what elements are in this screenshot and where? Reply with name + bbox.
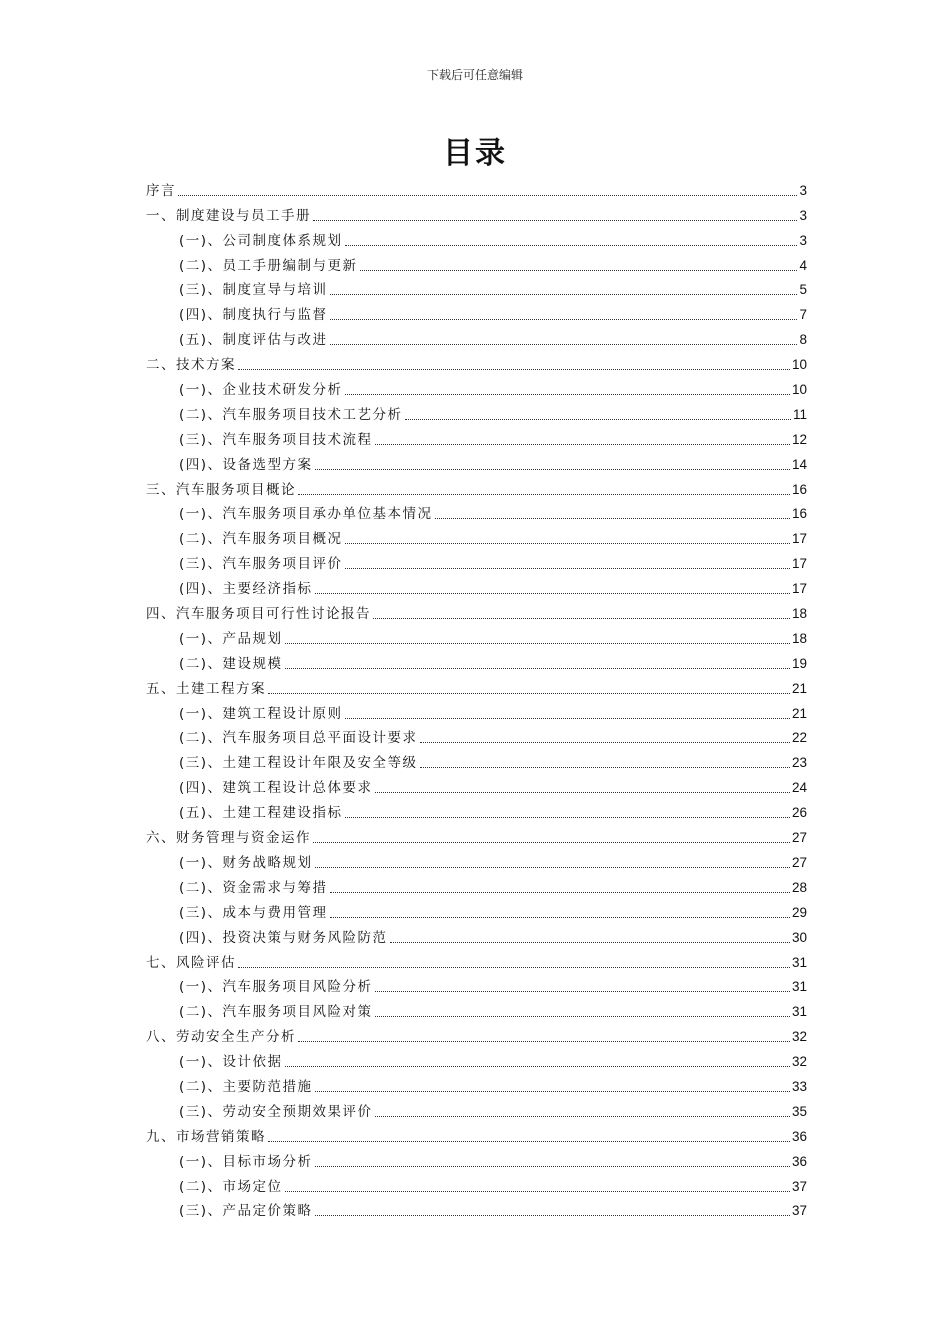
toc-entry-page-number: 14 (791, 456, 807, 472)
dot-leader (390, 942, 790, 943)
dot-leader (315, 867, 790, 868)
toc-entry-page-number: 10 (791, 357, 807, 373)
toc-entry-label: (五)、制度评估与改进 (179, 332, 328, 349)
toc-entry[interactable] (146, 250, 807, 275)
toc-entry-page-number: 23 (791, 755, 807, 771)
toc-entry-label: (五)、土建工程建设指标 (179, 805, 343, 822)
toc-entry-page-number: 30 (791, 929, 807, 945)
toc-entry[interactable] (146, 772, 807, 797)
toc-entry-page-number: 17 (791, 581, 807, 597)
toc-entry[interactable] (146, 1071, 807, 1096)
toc-entry-label: (二)、汽车服务项目总平面设计要求 (179, 730, 418, 747)
toc-entry-label: (一)、产品规划 (179, 630, 283, 647)
toc-entry-page-number: 37 (791, 1203, 807, 1219)
toc-entry-page-number: 12 (791, 431, 807, 447)
toc-entry[interactable] (146, 797, 807, 822)
toc-entry-label: (二)、资金需求与筹措 (179, 879, 328, 896)
dot-leader (345, 568, 790, 569)
toc-entry-page-number: 27 (791, 854, 807, 870)
toc-entry-label: (四)、投资决策与财务风险防范 (179, 929, 388, 946)
table-of-contents (146, 175, 807, 1220)
toc-entry-label: (一)、汽车服务项目风险分析 (179, 979, 373, 996)
dot-leader (330, 917, 790, 918)
toc-entry[interactable] (146, 673, 807, 698)
toc-entry-page-number: 10 (791, 382, 807, 398)
toc-title: 目录 (443, 136, 507, 171)
toc-entry-label: 五、土建工程方案 (146, 680, 266, 697)
toc-entry-page-number: 36 (791, 1128, 807, 1144)
toc-entry[interactable] (146, 424, 807, 449)
toc-entry[interactable] (146, 374, 807, 399)
dot-leader (238, 967, 790, 968)
toc-entry-label: (四)、建筑工程设计总体要求 (179, 780, 373, 797)
dot-leader (315, 1091, 790, 1092)
dot-leader (268, 1141, 790, 1142)
toc-entry-page-number: 32 (791, 1054, 807, 1070)
toc-entry-label: (一)、财务战略规划 (179, 854, 313, 871)
toc-entry[interactable] (146, 200, 807, 225)
toc-entry[interactable] (146, 573, 807, 598)
toc-entry-page-number: 8 (799, 332, 807, 348)
dot-leader (285, 1066, 790, 1067)
dot-leader (375, 1116, 790, 1117)
dot-leader (285, 643, 790, 644)
dot-leader (330, 892, 790, 893)
toc-entry-page-number: 35 (791, 1103, 807, 1119)
dot-leader (420, 767, 790, 768)
toc-entry-page-number: 29 (791, 904, 807, 920)
toc-entry[interactable] (146, 299, 807, 324)
toc-entry-label: (一)、企业技术研发分析 (179, 382, 343, 399)
toc-entry-label: (四)、设备选型方案 (179, 456, 313, 473)
toc-entry-page-number: 5 (799, 282, 807, 298)
dot-leader (330, 294, 798, 295)
dot-leader (420, 742, 790, 743)
toc-entry[interactable] (146, 399, 807, 424)
toc-entry-label: (二)、主要防范措施 (179, 1078, 313, 1095)
toc-entry[interactable] (146, 175, 807, 200)
toc-entry-page-number: 33 (791, 1078, 807, 1094)
toc-entry[interactable] (146, 449, 807, 474)
toc-entry-label: 四、汽车服务项目可行性讨论报告 (146, 606, 371, 623)
toc-entry[interactable] (146, 225, 807, 250)
toc-entry-label: (一)、建筑工程设计原则 (179, 705, 343, 722)
toc-entry-page-number: 7 (799, 307, 807, 323)
toc-entry-label: 三、汽车服务项目概论 (146, 481, 296, 498)
toc-entry[interactable] (146, 523, 807, 548)
toc-entry[interactable] (146, 598, 807, 623)
toc-entry-label: (三)、汽车服务项目评价 (179, 556, 343, 573)
toc-entry[interactable] (146, 648, 807, 673)
toc-entry-label: (一)、设计依据 (179, 1054, 283, 1071)
toc-entry-page-number: 22 (791, 730, 807, 746)
toc-entry[interactable] (146, 1196, 807, 1221)
toc-entry-page-number: 16 (791, 481, 807, 497)
toc-entry-label: (二)、市场定位 (179, 1178, 283, 1195)
toc-entry-label: (三)、成本与费用管理 (179, 904, 328, 921)
toc-entry-page-number: 16 (791, 506, 807, 522)
dot-leader (298, 494, 790, 495)
toc-entry-page-number: 26 (791, 805, 807, 821)
toc-entry[interactable] (146, 324, 807, 349)
toc-entry-label: 六、财务管理与资金运作 (146, 830, 311, 847)
toc-entry[interactable] (146, 474, 807, 499)
toc-entry-page-number: 28 (791, 879, 807, 895)
dot-leader (435, 518, 790, 519)
toc-entry-page-number: 18 (791, 606, 807, 622)
dot-leader (238, 369, 790, 370)
dot-leader (375, 444, 790, 445)
toc-entry-page-number: 18 (791, 630, 807, 646)
toc-entry[interactable] (146, 747, 807, 772)
toc-entry[interactable] (146, 1171, 807, 1196)
dot-leader (375, 991, 790, 992)
toc-entry-page-number: 36 (791, 1153, 807, 1169)
toc-entry-page-number: 21 (791, 680, 807, 696)
toc-entry[interactable] (146, 922, 807, 947)
toc-entry-label: (三)、制度宣导与培训 (179, 282, 328, 299)
toc-entry-page-number: 19 (791, 655, 807, 671)
toc-entry[interactable] (146, 872, 807, 897)
dot-leader (298, 1041, 790, 1042)
toc-entry[interactable] (146, 623, 807, 648)
toc-entry-label: 八、劳动安全生产分析 (146, 1029, 296, 1046)
dot-leader (315, 469, 790, 470)
dot-leader (345, 543, 790, 544)
page-header: 下载后可任意编辑 (426, 68, 523, 82)
toc-entry[interactable] (146, 499, 807, 524)
toc-entry[interactable] (146, 897, 807, 922)
dot-leader (285, 1191, 790, 1192)
toc-entry-label: 九、市场营销策略 (146, 1128, 266, 1145)
toc-entry-label: (二)、汽车服务项目概况 (179, 531, 343, 548)
toc-entry-page-number: 3 (799, 182, 807, 198)
toc-entry-label: (三)、产品定价策略 (179, 1203, 313, 1220)
toc-entry-label: 二、技术方案 (146, 357, 236, 374)
toc-entry[interactable] (146, 1096, 807, 1121)
toc-entry-label: (一)、公司制度体系规划 (179, 232, 343, 249)
dot-leader (345, 817, 790, 818)
toc-entry-label: (三)、土建工程设计年限及安全等级 (179, 755, 418, 772)
toc-entry-label: (二)、汽车服务项目技术工艺分析 (179, 406, 403, 423)
toc-entry-page-number: 32 (791, 1029, 807, 1045)
toc-entry-page-number: 31 (791, 979, 807, 995)
dot-leader (285, 668, 790, 669)
toc-entry-page-number: 3 (799, 207, 807, 223)
toc-entry-label: 七、风险评估 (146, 954, 236, 971)
toc-entry[interactable] (146, 349, 807, 374)
toc-entry-label: (一)、汽车服务项目承办单位基本情况 (179, 506, 433, 523)
toc-entry-page-number: 11 (792, 406, 807, 422)
toc-entry-label: (一)、目标市场分析 (179, 1153, 313, 1170)
toc-entry[interactable] (146, 1146, 807, 1171)
toc-entry-label: (二)、汽车服务项目风险对策 (179, 1004, 373, 1021)
toc-entry-page-number: 17 (791, 556, 807, 572)
toc-entry[interactable] (146, 847, 807, 872)
toc-entry-page-number: 37 (791, 1178, 807, 1194)
dot-leader (313, 220, 797, 221)
toc-entry-page-number: 31 (791, 954, 807, 970)
toc-entry-page-number: 31 (791, 1004, 807, 1020)
toc-entry[interactable] (146, 698, 807, 723)
toc-entry[interactable] (146, 1121, 807, 1146)
toc-entry-label: (四)、主要经济指标 (179, 581, 313, 598)
toc-entry-page-number: 4 (799, 257, 807, 273)
toc-entry-label: (二)、建设规模 (179, 655, 283, 672)
dot-leader (373, 618, 790, 619)
toc-entry-page-number: 21 (791, 705, 807, 721)
toc-entry[interactable] (146, 972, 807, 997)
toc-entry-page-number: 3 (799, 232, 807, 248)
dot-leader (375, 1016, 790, 1017)
toc-entry-label: 一、制度建设与员工手册 (146, 207, 311, 224)
dot-leader (405, 419, 791, 420)
toc-entry[interactable] (146, 996, 807, 1021)
dot-leader (315, 1166, 790, 1167)
toc-entry-label: (三)、劳动安全预期效果评价 (179, 1103, 373, 1120)
toc-entry[interactable] (146, 275, 807, 300)
dot-leader (268, 693, 790, 694)
toc-entry-label: (四)、制度执行与监督 (179, 307, 328, 324)
toc-entry-label: (二)、员工手册编制与更新 (179, 257, 358, 274)
toc-entry-label: (三)、汽车服务项目技术流程 (179, 431, 373, 448)
toc-entry[interactable] (146, 1046, 807, 1071)
dot-leader (360, 270, 798, 271)
dot-leader (178, 195, 797, 196)
toc-entry[interactable] (146, 723, 807, 748)
toc-entry-page-number: 17 (791, 531, 807, 547)
toc-entry[interactable] (146, 947, 807, 972)
dot-leader (345, 718, 790, 719)
dot-leader (313, 842, 790, 843)
dot-leader (375, 792, 790, 793)
dot-leader (345, 245, 798, 246)
dot-leader (330, 319, 798, 320)
dot-leader (330, 344, 798, 345)
dot-leader (315, 1215, 790, 1216)
toc-entry-page-number: 27 (791, 830, 807, 846)
toc-entry[interactable] (146, 548, 807, 573)
dot-leader (315, 593, 790, 594)
toc-entry-page-number: 24 (791, 780, 807, 796)
toc-entry[interactable] (146, 822, 807, 847)
toc-entry-label: 序言 (146, 182, 176, 199)
dot-leader (345, 394, 790, 395)
toc-entry[interactable] (146, 1021, 807, 1046)
